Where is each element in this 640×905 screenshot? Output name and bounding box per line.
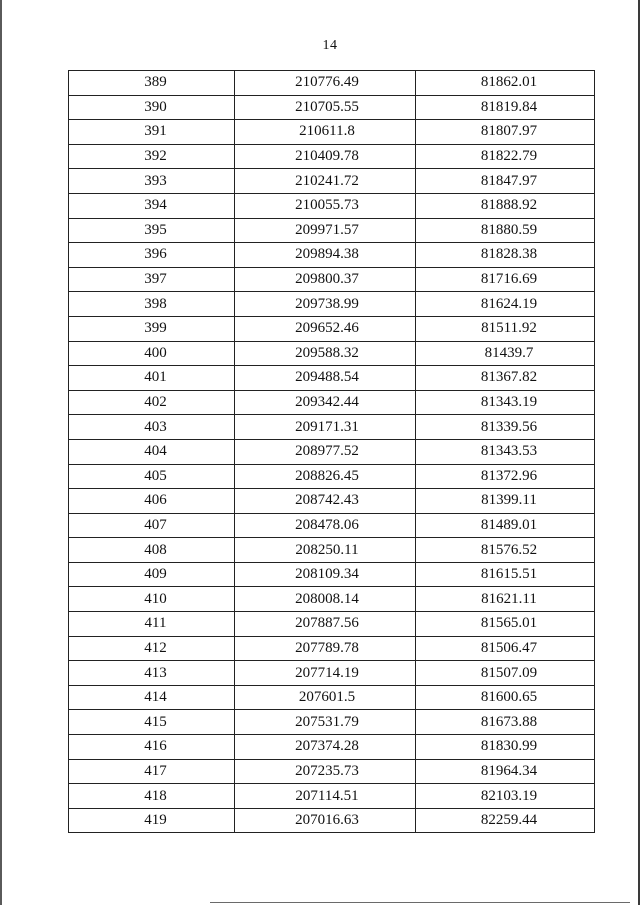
point-id-cell: 395 bbox=[69, 218, 235, 243]
x-coordinate-cell: 209738.99 bbox=[235, 292, 416, 317]
x-coordinate-cell: 207714.19 bbox=[235, 661, 416, 686]
y-coordinate-cell: 81807.97 bbox=[416, 120, 595, 145]
x-coordinate-cell: 210776.49 bbox=[235, 71, 416, 96]
y-coordinate-cell: 81828.38 bbox=[416, 243, 595, 268]
y-coordinate-cell: 82259.44 bbox=[416, 808, 595, 833]
point-id-cell: 408 bbox=[69, 538, 235, 563]
x-coordinate-cell: 208826.45 bbox=[235, 464, 416, 489]
point-id-cell: 412 bbox=[69, 636, 235, 661]
table-row bbox=[69, 587, 595, 612]
table-row bbox=[69, 759, 595, 784]
x-coordinate-cell: 210409.78 bbox=[235, 144, 416, 169]
x-coordinate-cell: 207887.56 bbox=[235, 612, 416, 637]
x-coordinate-cell: 210705.55 bbox=[235, 95, 416, 120]
point-id-cell: 392 bbox=[69, 144, 235, 169]
table-row bbox=[69, 636, 595, 661]
point-id-cell: 411 bbox=[69, 612, 235, 637]
table-row bbox=[69, 169, 595, 194]
point-id-cell: 417 bbox=[69, 759, 235, 784]
y-coordinate-cell: 81399.11 bbox=[416, 489, 595, 514]
table-row bbox=[69, 341, 595, 366]
table-row bbox=[69, 144, 595, 169]
point-id-cell: 389 bbox=[69, 71, 235, 96]
x-coordinate-cell: 209894.38 bbox=[235, 243, 416, 268]
x-coordinate-cell: 207531.79 bbox=[235, 710, 416, 735]
table-row bbox=[69, 243, 595, 268]
page-edge-left bbox=[0, 0, 2, 905]
point-id-cell: 397 bbox=[69, 267, 235, 292]
y-coordinate-cell: 81489.01 bbox=[416, 513, 595, 538]
table-row bbox=[69, 464, 595, 489]
y-coordinate-cell: 82103.19 bbox=[416, 784, 595, 809]
table-row bbox=[69, 95, 595, 120]
point-id-cell: 414 bbox=[69, 685, 235, 710]
point-id-cell: 390 bbox=[69, 95, 235, 120]
x-coordinate-cell: 208977.52 bbox=[235, 439, 416, 464]
page-number: 14 bbox=[322, 38, 338, 53]
table-row bbox=[69, 120, 595, 145]
point-id-cell: 391 bbox=[69, 120, 235, 145]
point-id-cell: 407 bbox=[69, 513, 235, 538]
y-coordinate-cell: 81716.69 bbox=[416, 267, 595, 292]
x-coordinate-cell: 208250.11 bbox=[235, 538, 416, 563]
y-coordinate-cell: 81600.65 bbox=[416, 685, 595, 710]
table-row bbox=[69, 685, 595, 710]
table-row bbox=[69, 612, 595, 637]
y-coordinate-cell: 81576.52 bbox=[416, 538, 595, 563]
point-id-cell: 406 bbox=[69, 489, 235, 514]
y-coordinate-cell: 81880.59 bbox=[416, 218, 595, 243]
table-row bbox=[69, 439, 595, 464]
table-row bbox=[69, 390, 595, 415]
table-row bbox=[69, 538, 595, 563]
x-coordinate-cell: 207789.78 bbox=[235, 636, 416, 661]
x-coordinate-cell: 208109.34 bbox=[235, 562, 416, 587]
x-coordinate-cell: 207016.63 bbox=[235, 808, 416, 833]
table-row bbox=[69, 784, 595, 809]
x-coordinate-cell: 208008.14 bbox=[235, 587, 416, 612]
x-coordinate-cell: 207374.28 bbox=[235, 735, 416, 760]
y-coordinate-cell: 81439.7 bbox=[416, 341, 595, 366]
y-coordinate-cell: 81367.82 bbox=[416, 366, 595, 391]
point-id-cell: 402 bbox=[69, 390, 235, 415]
x-coordinate-cell: 209971.57 bbox=[235, 218, 416, 243]
point-id-cell: 409 bbox=[69, 562, 235, 587]
point-id-cell: 396 bbox=[69, 243, 235, 268]
page-edge-bottom bbox=[210, 902, 630, 903]
x-coordinate-cell: 208478.06 bbox=[235, 513, 416, 538]
table-row bbox=[69, 267, 595, 292]
y-coordinate-cell: 81862.01 bbox=[416, 71, 595, 96]
table-row bbox=[69, 513, 595, 538]
table-row bbox=[69, 71, 595, 96]
x-coordinate-cell: 209488.54 bbox=[235, 366, 416, 391]
y-coordinate-cell: 81506.47 bbox=[416, 636, 595, 661]
x-coordinate-cell: 210241.72 bbox=[235, 169, 416, 194]
y-coordinate-cell: 81511.92 bbox=[416, 316, 595, 341]
y-coordinate-cell: 81621.11 bbox=[416, 587, 595, 612]
table-row bbox=[69, 292, 595, 317]
y-coordinate-cell: 81822.79 bbox=[416, 144, 595, 169]
table-row bbox=[69, 562, 595, 587]
y-coordinate-cell: 81615.51 bbox=[416, 562, 595, 587]
y-coordinate-cell: 81847.97 bbox=[416, 169, 595, 194]
y-coordinate-cell: 81339.56 bbox=[416, 415, 595, 440]
table-row bbox=[69, 489, 595, 514]
point-id-cell: 394 bbox=[69, 193, 235, 218]
y-coordinate-cell: 81964.34 bbox=[416, 759, 595, 784]
y-coordinate-cell: 81830.99 bbox=[416, 735, 595, 760]
table-row bbox=[69, 661, 595, 686]
coordinate-table-body bbox=[69, 71, 595, 833]
x-coordinate-cell: 210611.8 bbox=[235, 120, 416, 145]
point-id-cell: 410 bbox=[69, 587, 235, 612]
table-row bbox=[69, 415, 595, 440]
x-coordinate-cell: 207235.73 bbox=[235, 759, 416, 784]
x-coordinate-cell: 208742.43 bbox=[235, 489, 416, 514]
table-row bbox=[69, 710, 595, 735]
x-coordinate-cell: 209171.31 bbox=[235, 415, 416, 440]
point-id-cell: 415 bbox=[69, 710, 235, 735]
y-coordinate-cell: 81673.88 bbox=[416, 710, 595, 735]
point-id-cell: 399 bbox=[69, 316, 235, 341]
x-coordinate-cell: 210055.73 bbox=[235, 193, 416, 218]
x-coordinate-cell: 209588.32 bbox=[235, 341, 416, 366]
table-row bbox=[69, 316, 595, 341]
x-coordinate-cell: 207114.51 bbox=[235, 784, 416, 809]
point-id-cell: 416 bbox=[69, 735, 235, 760]
x-coordinate-cell: 209342.44 bbox=[235, 390, 416, 415]
table-row bbox=[69, 193, 595, 218]
point-id-cell: 413 bbox=[69, 661, 235, 686]
y-coordinate-cell: 81888.92 bbox=[416, 193, 595, 218]
y-coordinate-cell: 81565.01 bbox=[416, 612, 595, 637]
coordinate-table bbox=[68, 70, 595, 833]
table-row bbox=[69, 808, 595, 833]
y-coordinate-cell: 81372.96 bbox=[416, 464, 595, 489]
table-row bbox=[69, 218, 595, 243]
point-id-cell: 419 bbox=[69, 808, 235, 833]
x-coordinate-cell: 209652.46 bbox=[235, 316, 416, 341]
point-id-cell: 393 bbox=[69, 169, 235, 194]
point-id-cell: 400 bbox=[69, 341, 235, 366]
x-coordinate-cell: 207601.5 bbox=[235, 685, 416, 710]
point-id-cell: 401 bbox=[69, 366, 235, 391]
point-id-cell: 403 bbox=[69, 415, 235, 440]
point-id-cell: 418 bbox=[69, 784, 235, 809]
point-id-cell: 404 bbox=[69, 439, 235, 464]
table-row bbox=[69, 366, 595, 391]
point-id-cell: 398 bbox=[69, 292, 235, 317]
point-id-cell: 405 bbox=[69, 464, 235, 489]
y-coordinate-cell: 81507.09 bbox=[416, 661, 595, 686]
y-coordinate-cell: 81343.53 bbox=[416, 439, 595, 464]
y-coordinate-cell: 81624.19 bbox=[416, 292, 595, 317]
table-row bbox=[69, 735, 595, 760]
y-coordinate-cell: 81819.84 bbox=[416, 95, 595, 120]
y-coordinate-cell: 81343.19 bbox=[416, 390, 595, 415]
x-coordinate-cell: 209800.37 bbox=[235, 267, 416, 292]
